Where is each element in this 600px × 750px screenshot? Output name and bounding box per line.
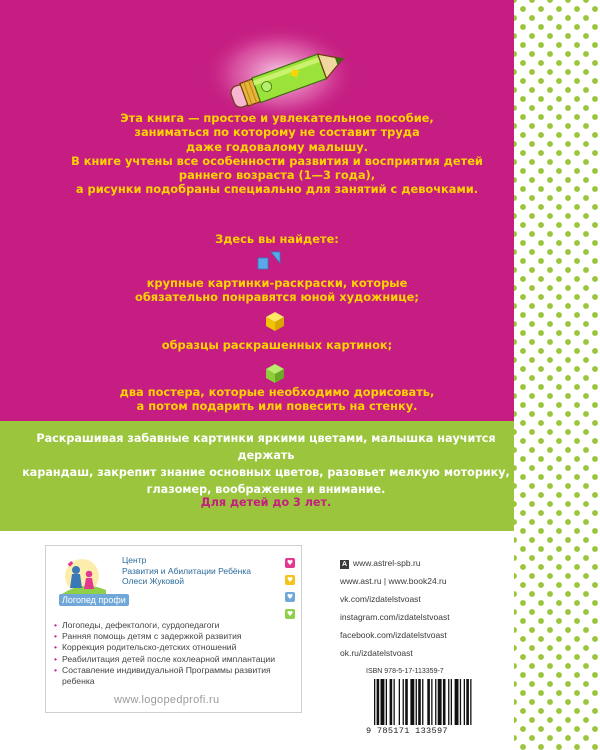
heart-icon: ♥ xyxy=(286,559,294,567)
service-item: • Ранняя помощь детям с задержкой развития xyxy=(54,631,299,642)
center-title-line: Центр xyxy=(122,555,147,565)
feature-line: крупные картинки-раскраски, которые xyxy=(146,276,408,290)
astrel-link-text: www.astrel-spb.ru xyxy=(353,558,421,568)
heart-icon: ♥ xyxy=(286,610,294,618)
facebook-link[interactable]: facebook.com/izdatelstvoast xyxy=(340,630,447,640)
barcode-bar xyxy=(431,679,432,725)
barcode-bar xyxy=(390,679,393,725)
isbn-barcode xyxy=(366,668,504,740)
barcode-bar xyxy=(381,679,385,725)
heart-icons xyxy=(285,558,297,626)
barcode-bar xyxy=(399,679,400,725)
barcode-bar xyxy=(464,679,465,725)
age-note: Для детей до 3 лет. xyxy=(200,496,332,509)
barcode-bar xyxy=(451,679,452,725)
feature-item-posters xyxy=(60,385,494,414)
center-title-line: Олеси Жуковой xyxy=(122,576,185,586)
benefits-line: глазомер, воображение и внимание. xyxy=(146,483,386,496)
feature-item-coloring xyxy=(60,276,494,305)
barcode-bar xyxy=(448,679,449,725)
logoped-url[interactable]: www.logopedprofi.ru xyxy=(114,694,220,706)
barcode-bar xyxy=(377,679,380,725)
benefits-paragraph xyxy=(22,430,510,498)
center-title xyxy=(122,555,251,587)
intro-line: Эта книга — простое и увлекательное пособие, xyxy=(120,111,434,125)
barcode-graphic xyxy=(374,679,500,725)
ok-link[interactable]: ok.ru/izdatelstvoast xyxy=(340,648,413,658)
services-list xyxy=(54,620,299,687)
heart-icon: ♥ xyxy=(286,593,294,601)
isbn-text: ISBN 978-5-17-113359-7 xyxy=(366,668,444,675)
vk-link[interactable]: vk.com/izdatelstvoast xyxy=(340,594,421,604)
intro-line: заниматься по которому не составит труда xyxy=(134,125,420,140)
instagram-link[interactable]: instagram.com/izdatelstvoast xyxy=(340,612,450,622)
heart-icon: ♥ xyxy=(286,576,294,584)
service-item: • Реабилитация детей после кохлеарной имплантации xyxy=(54,654,299,665)
center-title-line: Развития и Абилитации Ребёнка xyxy=(122,565,251,576)
ast-book24-link[interactable]: www.ast.ru | www.book24.ru xyxy=(340,576,447,586)
barcode-bar xyxy=(435,679,436,725)
blue-shapes-icon xyxy=(256,249,282,271)
feature-line: образцы раскрашенных картинок; xyxy=(161,338,393,352)
service-item: • Составление индивидуальной Программы развития ребенка xyxy=(54,665,299,687)
barcode-bar xyxy=(410,679,414,725)
feature-line: два постера, которые необходимо дорисовать, xyxy=(119,385,435,399)
intro-line: раннего возраста (1—3 года), xyxy=(178,168,376,183)
benefits-line: Раскрашивая забавные картинки яркими цветами, малышка научится держать xyxy=(36,432,496,462)
astrel-logo-icon: A xyxy=(341,561,348,568)
service-item: • Логопеды, дефектологи, сурдопедагоги xyxy=(54,620,299,631)
intro-paragraph xyxy=(60,111,494,197)
barcode-bar xyxy=(394,679,395,725)
barcode-bar xyxy=(438,679,442,725)
feature-line: обязательно понравятся юной художнице; xyxy=(135,290,419,305)
intro-line: В книге учтены все особенности развития и восприятия детей xyxy=(71,153,483,168)
barcode-bar xyxy=(422,679,423,725)
barcode-bar xyxy=(455,679,459,725)
barcode-bar xyxy=(374,679,375,725)
barcode-bar xyxy=(418,679,421,725)
find-heading: Здесь вы найдете: xyxy=(215,232,339,246)
barcode-bar xyxy=(443,679,446,725)
logoped-ad-card xyxy=(45,545,302,713)
barcode-bar xyxy=(405,679,408,725)
logoped-logo-text: Логопед профи xyxy=(59,594,129,606)
green-cube-icon xyxy=(264,362,286,384)
barcode-bar xyxy=(403,679,404,725)
feature-line: а потом подарить или повесить на стенку. xyxy=(136,399,418,414)
service-item: • Коррекция родительско-детских отношений xyxy=(54,642,299,653)
barcode-digits: 9 785171 133597 xyxy=(366,726,448,736)
intro-line: даже годовалому малышу. xyxy=(186,139,368,154)
astrel-link[interactable] xyxy=(340,558,421,569)
barcode-bar xyxy=(427,679,430,725)
benefits-line: карандаш, закрепит знание основных цветов, разовьет мелкую моторику, xyxy=(22,466,510,479)
barcode-bar xyxy=(460,679,461,725)
barcode-bar xyxy=(466,679,469,725)
barcode-bar xyxy=(470,679,471,725)
feature-item-samples xyxy=(60,338,494,352)
intro-line: а рисунки подобраны специально для занятий с девочками. xyxy=(75,182,479,197)
barcode-bar xyxy=(416,679,417,725)
dotted-border-panel xyxy=(514,0,600,750)
barcode-bar xyxy=(386,679,387,725)
yellow-cube-icon xyxy=(264,310,286,332)
